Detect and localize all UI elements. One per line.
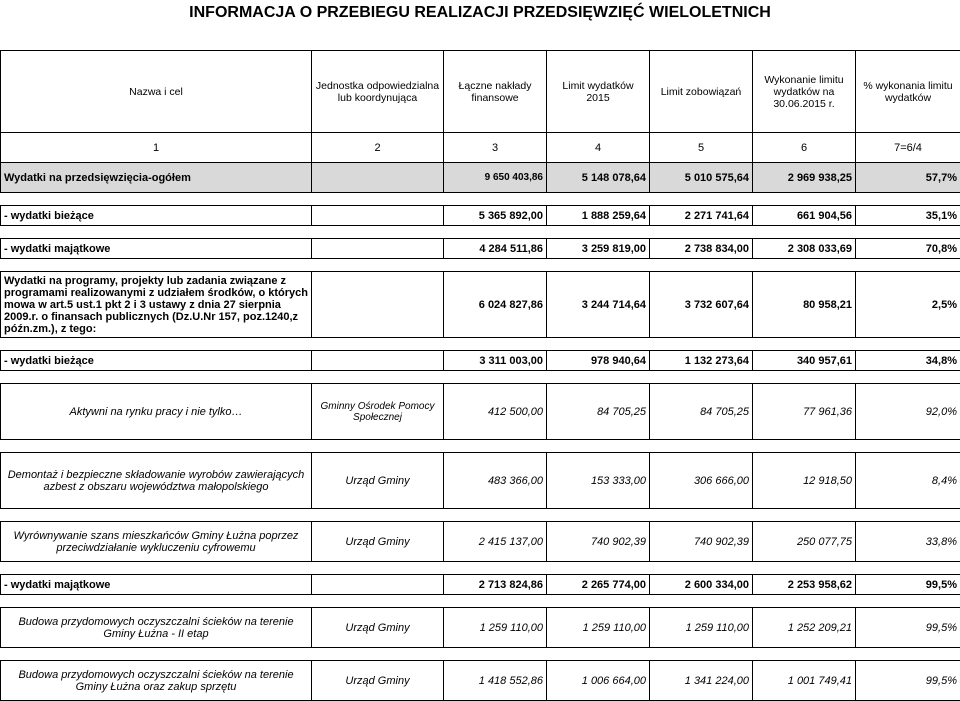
row-total: 1 259 110,00 [444,608,547,648]
row-limit: 1 006 664,00 [547,661,650,701]
row-total: 2 713 824,86 [444,575,547,595]
column-number-row [1,133,960,163]
row-total: 6 024 827,86 [444,272,547,338]
header-commitments: Limit zobowiązań [650,51,753,133]
header-unit: Jednostka odpowiedzialna lub koordynująca [312,51,444,133]
row-name: Budowa przydomowych oczyszczalni ścieków na terenie Gminy Łużna - II etap [1,608,312,648]
row-limit: 3 259 819,00 [547,239,650,259]
row-total: 5 365 892,00 [444,206,547,226]
table-row [1,575,960,595]
row-unit: Urząd Gminy [312,453,444,509]
row-execution: 1 001 749,41 [753,661,856,701]
column-number: 7=6/4 [856,133,960,163]
row-limit: 3 244 714,64 [547,272,650,338]
row-percent: 92,0% [856,384,960,440]
header-percent: % wykonania limitu wydatków [856,51,960,133]
row-commitments: 84 705,25 [650,384,753,440]
row-percent: 99,5% [856,661,960,701]
column-number: 5 [650,133,753,163]
row-percent: 70,8% [856,239,960,259]
table-row [1,163,960,193]
row-percent: 57,7% [856,163,960,193]
row-execution: 80 958,21 [753,272,856,338]
row-commitments: 3 732 607,64 [650,272,753,338]
row-limit: 978 940,64 [547,351,650,371]
row-limit: 5 148 078,64 [547,163,650,193]
row-commitments: 740 902,39 [650,522,753,562]
row-execution: 661 904,56 [753,206,856,226]
row-unit: Urząd Gminy [312,608,444,648]
row-total: 9 650 403,86 [444,163,547,193]
table-row [1,384,960,440]
row-unit: Urząd Gminy [312,661,444,701]
row-total: 1 418 552,86 [444,661,547,701]
row-commitments: 2 271 741,64 [650,206,753,226]
row-unit [312,163,444,193]
row-commitments: 1 341 224,00 [650,661,753,701]
row-unit: Urząd Gminy [312,522,444,562]
row-limit: 84 705,25 [547,384,650,440]
header-total: Łączne nakłady finansowe [444,51,547,133]
row-percent: 2,5% [856,272,960,338]
row-name: - wydatki bieżące [1,206,312,226]
page-title: INFORMACJA O PRZEBIEGU REALIZACJI PRZEDSIĘWZIĘĆ WIELOLETNICH [0,0,960,28]
column-number: 4 [547,133,650,163]
row-commitments: 5 010 575,64 [650,163,753,193]
column-number: 6 [753,133,856,163]
row-unit: Gminny Ośrodek Pomocy Społecznej [312,384,444,440]
row-name: Wydatki na programy, projekty lub zadania związane z programami realizowanymi z udziałem środków, o których mowa w art.5 ust.1 pkt 2 i 3 ustawy z dnia 27 sierpnia 2009.r. o finansach publicznych (Dz.U.Nr 157, poz.1240,z późn.zm.), z tego: [1,272,312,338]
row-execution: 2 969 938,25 [753,163,856,193]
row-name: - wydatki bieżące [1,351,312,371]
row-percent: 33,8% [856,522,960,562]
row-commitments: 306 666,00 [650,453,753,509]
row-total: 3 311 003,00 [444,351,547,371]
row-unit [312,272,444,338]
row-commitments: 1 132 273,64 [650,351,753,371]
row-limit: 740 902,39 [547,522,650,562]
row-execution: 2 253 958,62 [753,575,856,595]
column-number: 3 [444,133,547,163]
row-execution: 77 961,36 [753,384,856,440]
row-unit [312,575,444,595]
row-execution: 250 077,75 [753,522,856,562]
row-commitments: 2 600 334,00 [650,575,753,595]
row-total: 483 366,00 [444,453,547,509]
row-total: 2 415 137,00 [444,522,547,562]
row-name: - wydatki majątkowe [1,239,312,259]
header-name: Nazwa i cel [1,51,312,133]
row-limit: 1 259 110,00 [547,608,650,648]
row-unit [312,351,444,371]
column-number: 1 [1,133,312,163]
table-row [1,661,960,701]
row-percent: 35,1% [856,206,960,226]
table-row [1,453,960,509]
row-name: Aktywni na rynku pracy i nie tylko… [1,384,312,440]
projects-table [0,28,960,701]
row-limit: 153 333,00 [547,453,650,509]
row-execution: 340 957,61 [753,351,856,371]
table-row [1,522,960,562]
row-percent: 34,8% [856,351,960,371]
row-name: Demontaż i bezpieczne składowanie wyrobów zawierających azbest z obszaru województwa małopolskiego [1,453,312,509]
row-name: Wydatki na przedsięwzięcia-ogółem [1,163,312,193]
header-limit: Limit wydatków 2015 [547,51,650,133]
header-row [1,51,960,133]
row-limit: 1 888 259,64 [547,206,650,226]
row-percent: 8,4% [856,453,960,509]
table-row [1,239,960,259]
row-limit: 2 265 774,00 [547,575,650,595]
row-total: 4 284 511,86 [444,239,547,259]
row-name: - wydatki majątkowe [1,575,312,595]
row-execution: 2 308 033,69 [753,239,856,259]
row-execution: 1 252 209,21 [753,608,856,648]
row-execution: 12 918,50 [753,453,856,509]
column-number: 2 [312,133,444,163]
header-execution: Wykonanie limitu wydatków na 30.06.2015 r. [753,51,856,133]
row-unit [312,206,444,226]
table-row [1,608,960,648]
row-name: Wyrównywanie szans mieszkańców Gminy Łużna poprzez przeciwdziałanie wykluczeniu cyfrowemu [1,522,312,562]
table-row [1,206,960,226]
table-row [1,272,960,338]
row-commitments: 2 738 834,00 [650,239,753,259]
row-total: 412 500,00 [444,384,547,440]
row-name: Budowa przydomowych oczyszczalni ścieków na terenie Gminy Łużna oraz zakup sprzętu [1,661,312,701]
row-percent: 99,5% [856,608,960,648]
row-percent: 99,5% [856,575,960,595]
table-row [1,351,960,371]
row-commitments: 1 259 110,00 [650,608,753,648]
row-unit [312,239,444,259]
